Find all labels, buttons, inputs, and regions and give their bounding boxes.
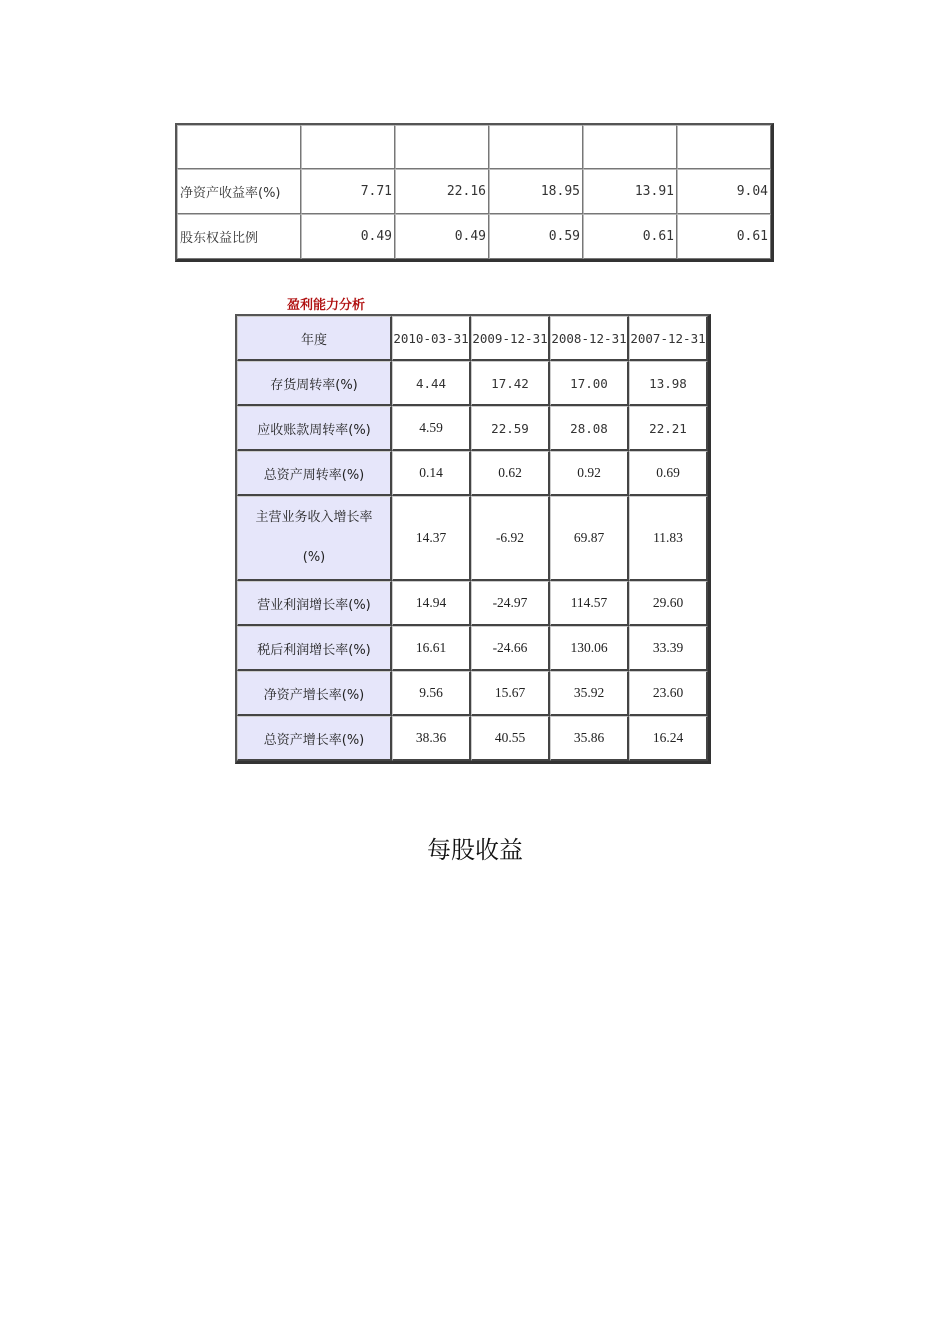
row-label: 应收账款周转率(%) <box>237 406 392 451</box>
table-header-row <box>237 316 708 361</box>
cell-value: 16.61 <box>392 626 471 671</box>
year-header: 2010-03-31 <box>392 316 471 361</box>
row-label: 存货周转率(%) <box>237 361 392 406</box>
table-caption: 盈利能力分析 <box>287 298 366 313</box>
cell-value: 130.06 <box>550 626 629 671</box>
row-label: 总资产增长率(%) <box>237 716 392 761</box>
row-label <box>177 125 301 169</box>
cell-value: 13.98 <box>629 361 708 406</box>
cell-value: 22.21 <box>629 406 708 451</box>
cell-value: -24.66 <box>471 626 550 671</box>
cell-value <box>395 125 489 169</box>
cell-value: -6.92 <box>471 496 550 581</box>
cell-value <box>677 125 771 169</box>
cell-value: 114.57 <box>550 581 629 626</box>
cell-value: 13.91 <box>583 169 677 214</box>
cell-value: 18.95 <box>489 169 583 214</box>
row-label: 税后利润增长率(%) <box>237 626 392 671</box>
cell-value: 9.56 <box>392 671 471 716</box>
cell-value: 17.42 <box>471 361 550 406</box>
cell-value: 4.59 <box>392 406 471 451</box>
cell-value: 0.61 <box>677 214 771 259</box>
cell-value: 16.24 <box>629 716 708 761</box>
table-row <box>177 214 771 259</box>
cell-value: 15.67 <box>471 671 550 716</box>
cell-value: 9.04 <box>677 169 771 214</box>
row-label-line: 主营业务收入增长率 <box>255 510 373 525</box>
cell-value: 14.94 <box>392 581 471 626</box>
row-label: 净资产收益率(%) <box>177 169 301 214</box>
cell-value: 0.59 <box>489 214 583 259</box>
table-row <box>177 169 771 214</box>
cell-value: 0.49 <box>395 214 489 259</box>
cell-value <box>489 125 583 169</box>
cell-value: 0.49 <box>301 214 395 259</box>
cell-value: 33.39 <box>629 626 708 671</box>
cell-value: -24.97 <box>471 581 550 626</box>
cell-value: 0.62 <box>471 451 550 496</box>
row-label-line: (%) <box>302 550 326 565</box>
year-header: 2007-12-31 <box>629 316 708 361</box>
row-label: 股东权益比例 <box>177 214 301 259</box>
financial-ratio-table <box>175 123 774 262</box>
row-label: 营业利润增长率(%) <box>237 581 392 626</box>
row-label: 总资产周转率(%) <box>237 451 392 496</box>
table-row <box>237 406 708 451</box>
cell-value: 17.00 <box>550 361 629 406</box>
cell-value: 23.60 <box>629 671 708 716</box>
section-heading: 每股收益 <box>427 836 523 864</box>
year-header: 2008-12-31 <box>550 316 629 361</box>
cell-value: 22.59 <box>471 406 550 451</box>
table-row <box>237 581 708 626</box>
table-row <box>237 496 708 581</box>
cell-value: 28.08 <box>550 406 629 451</box>
table-row <box>237 451 708 496</box>
cell-value: 0.69 <box>629 451 708 496</box>
table-row <box>177 125 771 169</box>
table-row <box>237 361 708 406</box>
cell-value: 0.92 <box>550 451 629 496</box>
row-label <box>237 496 392 581</box>
cell-value <box>583 125 677 169</box>
cell-value: 11.83 <box>629 496 708 581</box>
cell-value: 38.36 <box>392 716 471 761</box>
cell-value: 29.60 <box>629 581 708 626</box>
year-header: 2009-12-31 <box>471 316 550 361</box>
cell-value: 0.61 <box>583 214 677 259</box>
header-label: 年度 <box>237 316 392 361</box>
profitability-table <box>235 314 711 764</box>
cell-value: 40.55 <box>471 716 550 761</box>
cell-value: 0.14 <box>392 451 471 496</box>
cell-value: 69.87 <box>550 496 629 581</box>
cell-value: 22.16 <box>395 169 489 214</box>
row-label: 净资产增长率(%) <box>237 671 392 716</box>
table-row <box>237 671 708 716</box>
table-row <box>237 716 708 761</box>
cell-value: 4.44 <box>392 361 471 406</box>
table-row <box>237 626 708 671</box>
cell-value: 7.71 <box>301 169 395 214</box>
cell-value: 35.86 <box>550 716 629 761</box>
cell-value: 35.92 <box>550 671 629 716</box>
cell-value: 14.37 <box>392 496 471 581</box>
cell-value <box>301 125 395 169</box>
